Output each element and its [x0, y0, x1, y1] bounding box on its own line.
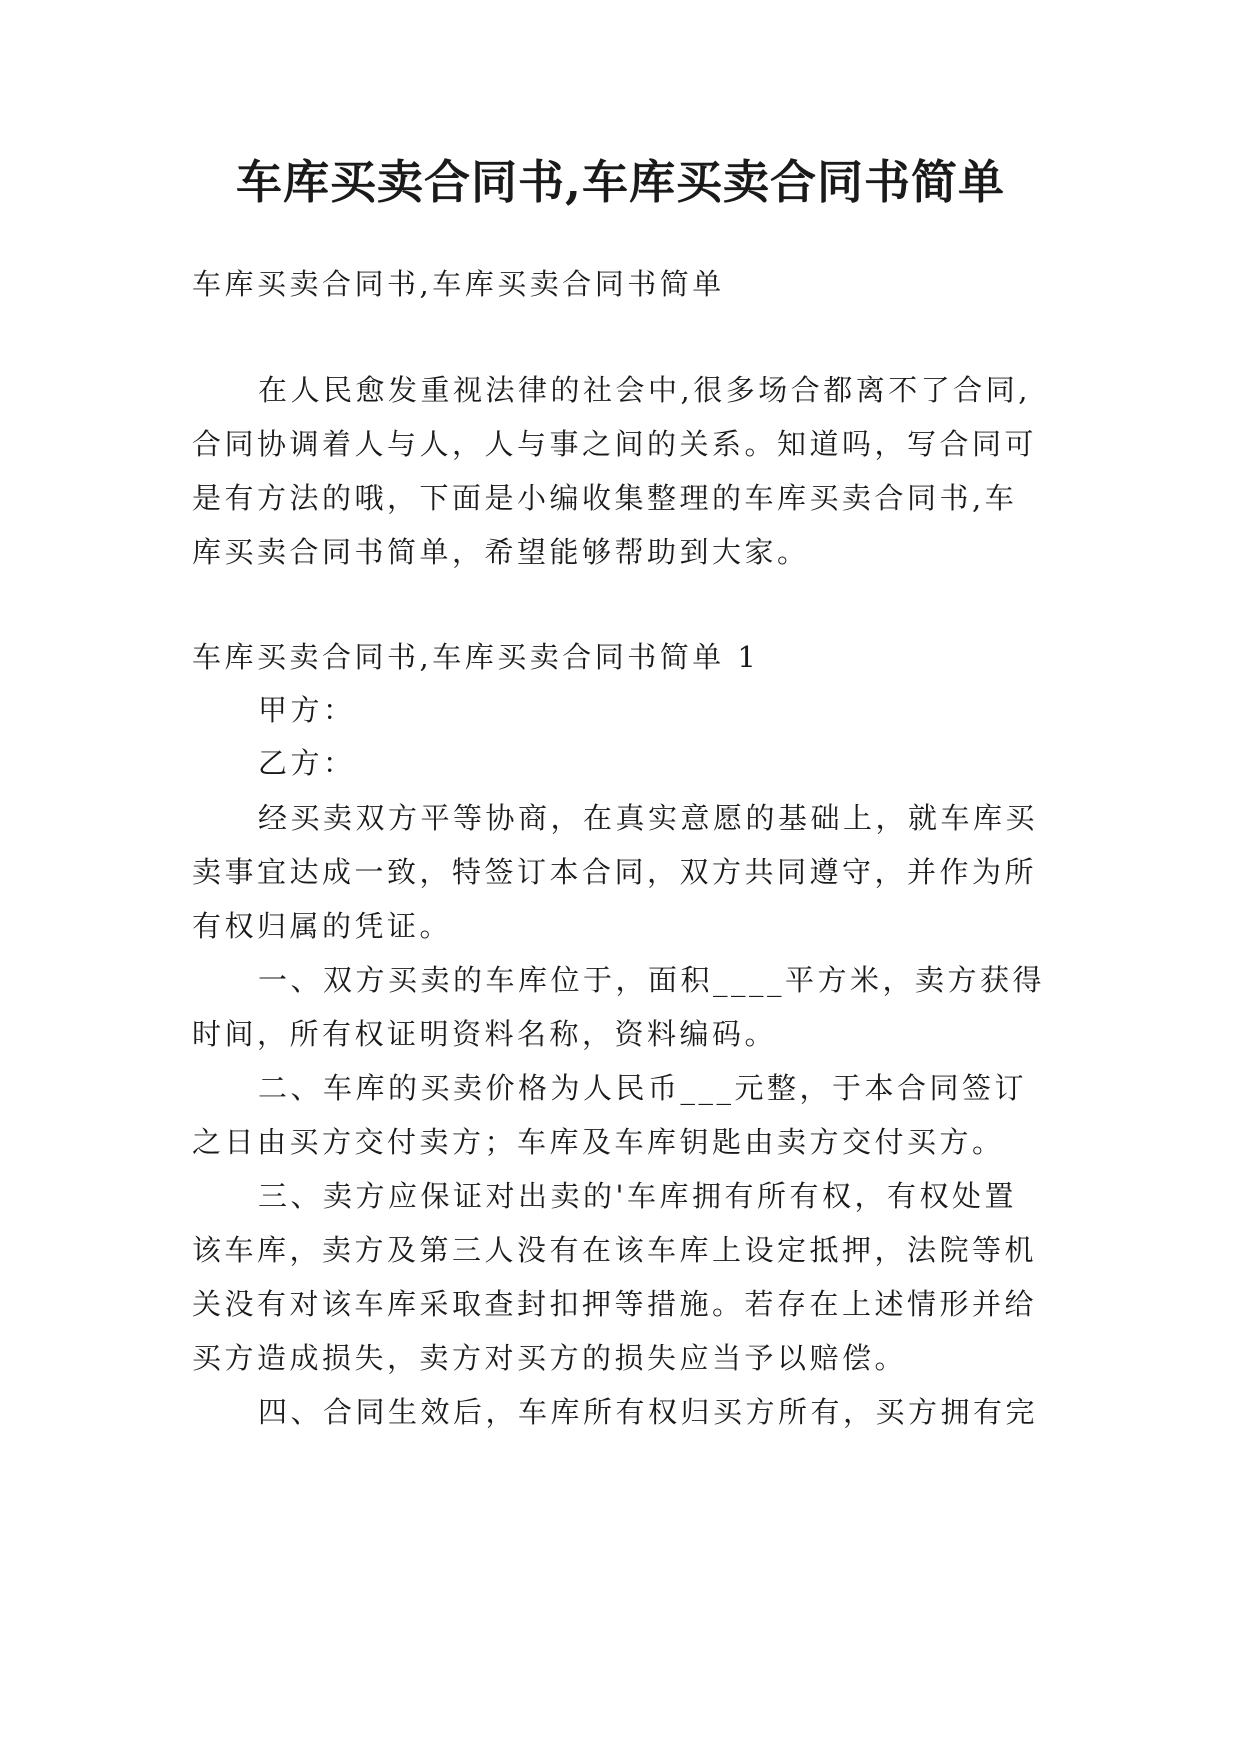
clause-1-line: 时间，所有权证明资料名称，资料编码。	[192, 1017, 778, 1051]
clause-3-line: 该车库，卖方及第三人没有在该车库上设定抵押，法院等机	[192, 1233, 1038, 1267]
document-subtitle: 车库买卖合同书,车库买卖合同书简单	[192, 267, 725, 301]
party-a-label: 甲方：	[258, 693, 356, 727]
intro-line: 合同协调着人与人，人与事之间的关系。知道吗，写合同可	[192, 427, 1038, 461]
clause-2-line: 二、车库的买卖价格为人民币___元整，于本合同签订	[258, 1071, 1028, 1105]
clause-1-line: 一、双方买卖的车库位于，面积____平方米，卖方获得	[258, 963, 1046, 997]
page-title: 车库买卖合同书,车库买卖合同书简单	[235, 155, 1005, 209]
party-b-label: 乙方：	[258, 746, 356, 780]
clause-4-line: 四、合同生效后，车库所有权归买方所有，买方拥有完	[258, 1395, 1039, 1429]
clause-3-line: 三、卖方应保证对出卖的'车库拥有所有权，有权处置	[258, 1179, 1017, 1213]
clause-3-line: 买方造成损失，卖方对买方的损失应当予以赔偿。	[192, 1341, 908, 1375]
preamble-line: 有权归属的凭证。	[192, 909, 453, 943]
section-heading: 车库买卖合同书,车库买卖合同书简单 1	[192, 640, 760, 674]
intro-line: 库买卖合同书简单，希望能够帮助到大家。	[192, 535, 810, 569]
intro-line: 在人民愈发重视法律的社会中,很多场合都离不了合同,	[258, 373, 1031, 407]
preamble-line: 卖事宜达成一致，特签订本合同，双方共同遵守，并作为所	[192, 855, 1038, 889]
clause-3-line: 关没有对该车库采取查封扣押等措施。若存在上述情形并给	[192, 1287, 1038, 1321]
intro-line: 是有方法的哦，下面是小编收集整理的车库买卖合同书,车	[192, 481, 1018, 515]
preamble-line: 经买卖双方平等协商，在真实意愿的基础上，就车库买	[258, 801, 1039, 835]
clause-2-line: 之日由买方交付卖方；车库及车库钥匙由卖方交付买方。	[192, 1125, 1005, 1159]
